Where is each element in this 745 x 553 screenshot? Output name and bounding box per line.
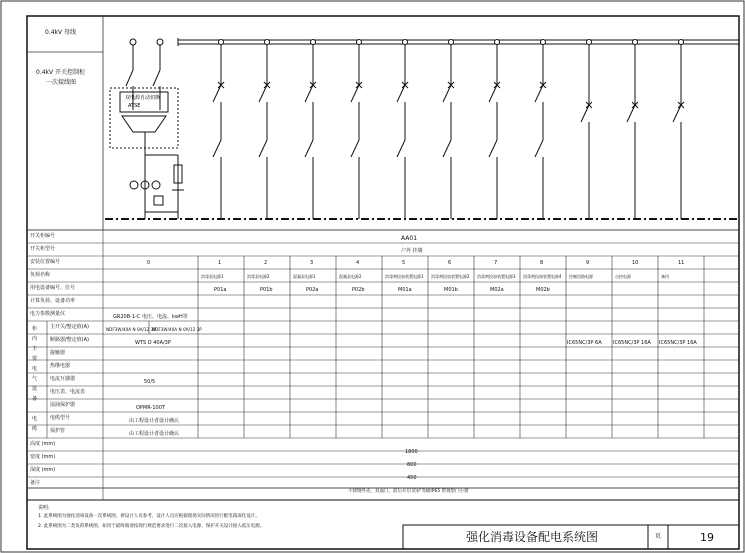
row-label-equip-no: 用电设备编号、位号 <box>30 285 76 291</box>
dim-width-value: 1800 <box>405 449 418 455</box>
load-name: 消毒泵电源1 <box>201 274 224 279</box>
row-label-contactor: 接触器 <box>50 350 66 356</box>
row-label-load-name: 负荷名称 <box>30 272 51 278</box>
breaker-value-9: IC65NC/3P 6A <box>567 340 602 346</box>
row-label-panel-type: 开关柜型号 <box>30 246 56 252</box>
row-label-cable-model: 电缆型号 <box>50 415 71 421</box>
row-label-remark: 备注 <box>30 480 41 486</box>
incoming-section <box>110 39 184 212</box>
notes-title: 说明: <box>38 505 50 511</box>
equipment-id: P02a <box>306 287 319 293</box>
load-name: 消毒剂投加装置电源4 <box>523 274 562 279</box>
row-label-ct: 电流互感器 <box>50 376 76 382</box>
load-name: 消毒剂投加装置电源3 <box>477 274 516 279</box>
load-name: 自控电源 <box>615 274 631 279</box>
diagram-label-line2: 一次接线图 <box>46 79 77 86</box>
notes-line1: 1. 此系统图为强化消毒设备一次系统图，供设计人员参考，设计人员应根据现场实际情况进行配电箱深化设计。 <box>38 514 260 519</box>
equipment-id: P01a <box>214 287 227 293</box>
schedule-grid <box>27 230 739 500</box>
equipment-id: M01b <box>444 287 458 293</box>
equipment-id: M01a <box>398 287 412 293</box>
column-number: 2 <box>264 260 268 266</box>
row-label-depth: 宽度 (mm) <box>30 454 56 460</box>
row-label-panel-no: 开关柜编号 <box>30 233 56 239</box>
page-label: 页 <box>655 533 662 540</box>
svg-text:ATSE: ATSE <box>128 103 141 109</box>
breaker-value-0: WTS D 40A/3P <box>135 340 171 346</box>
column-number: 8 <box>540 260 544 266</box>
row-label-height: 深度 (mm) <box>30 467 56 473</box>
column-number: 11 <box>678 260 685 266</box>
row-label-protector: 浪涌保护器 <box>50 402 76 408</box>
equipment-id: M02a <box>490 287 504 293</box>
diagram-label-line1: 0.4kV 开关控制柜 <box>36 69 86 76</box>
equipment-id: P02b <box>352 287 365 293</box>
ct-value: 50/5 <box>144 379 156 385</box>
voltage-label: 0.4kV 母线 <box>45 29 77 36</box>
equipment-id: P01b <box>260 287 273 293</box>
load-name: 备用 <box>661 274 669 279</box>
load-name: 控制回路电源 <box>569 274 593 279</box>
column-number: 0 <box>147 260 151 266</box>
row-label-thermal: 热继电器 <box>50 363 71 369</box>
column-number: 6 <box>448 260 452 266</box>
load-name: 消毒泵电源2 <box>247 274 270 279</box>
page-number: 19 <box>700 531 714 544</box>
dim-height-value: 450 <box>407 475 417 481</box>
row-label-main-switch: 主开关/整定值(A) <box>50 324 90 330</box>
column-number: 10 <box>632 260 639 266</box>
busbar <box>178 38 739 46</box>
row-label-install-no: 安装位置编号 <box>30 259 61 265</box>
breaker-value-11: IC65NC/3P 16A <box>659 340 697 346</box>
cable-group-label: 电缆 <box>32 416 38 432</box>
notes-line2: 2. 此系统图为二类负荷系统图，如用于最终端请按现行规范要求进行二次接入电源，保护开关设计接入低压电源。 <box>38 524 265 529</box>
conduit-value: 由工程设计者设计确认 <box>129 431 180 437</box>
dim-depth-value: 800 <box>407 462 417 468</box>
breaker-value-10: IC65NC/3P 16A <box>613 340 651 346</box>
panel-type-value: 户外 挂墙 <box>401 248 423 254</box>
panel-no-value: AA01 <box>401 235 418 242</box>
column-number: 5 <box>402 260 406 266</box>
row-label-meter: 电力参数测量仪 <box>30 311 66 317</box>
column-number: 4 <box>356 260 360 266</box>
load-name: 消毒剂投加装置电源2 <box>431 274 470 279</box>
remark-value: 不锈钢外壳，双面门，前后开启 防护等级IP65 带观察门小窗 <box>348 489 469 494</box>
load-name: 消毒剂投加装置电源1 <box>385 274 424 279</box>
row-label-meters: 电压表、电流表 <box>50 389 86 395</box>
drawing-title: 强化消毒设备配电系统图 <box>466 530 599 544</box>
column-number: 7 <box>494 260 498 266</box>
row-label-conduit: 保护管 <box>50 428 66 434</box>
load-name: 混凝泵电源2 <box>339 274 362 279</box>
svg-text:双电源自动切换: 双电源自动切换 <box>125 95 161 101</box>
protector-value: OPMR-100T <box>136 405 165 411</box>
column-number: 9 <box>586 260 590 266</box>
side-group-label: 柜内主要电气设备 <box>32 326 38 402</box>
main-switch-value-2: NDF3W/40A N 0A/12 3P <box>152 327 202 332</box>
row-label-calc: 计算负荷、设备功率 <box>30 298 76 304</box>
feeder-circuits <box>145 44 684 219</box>
main-switch-value-1: NDF3W/40A N 0A/12 3P <box>106 327 156 332</box>
row-label-breaker: 断路器/整定值(A) <box>50 337 90 343</box>
column-number: 3 <box>310 260 314 266</box>
equipment-id: M02b <box>536 287 550 293</box>
load-name: 混凝泵电源1 <box>293 274 316 279</box>
cable-value: 由工程设计者设计确认 <box>129 418 180 424</box>
row-label-width: 高度 (mm) <box>30 441 56 447</box>
column-number: 1 <box>218 260 222 266</box>
meter-value: GR20B-1-C 电压、电流、kwH等 <box>113 314 188 320</box>
outer-frame <box>1 1 744 552</box>
